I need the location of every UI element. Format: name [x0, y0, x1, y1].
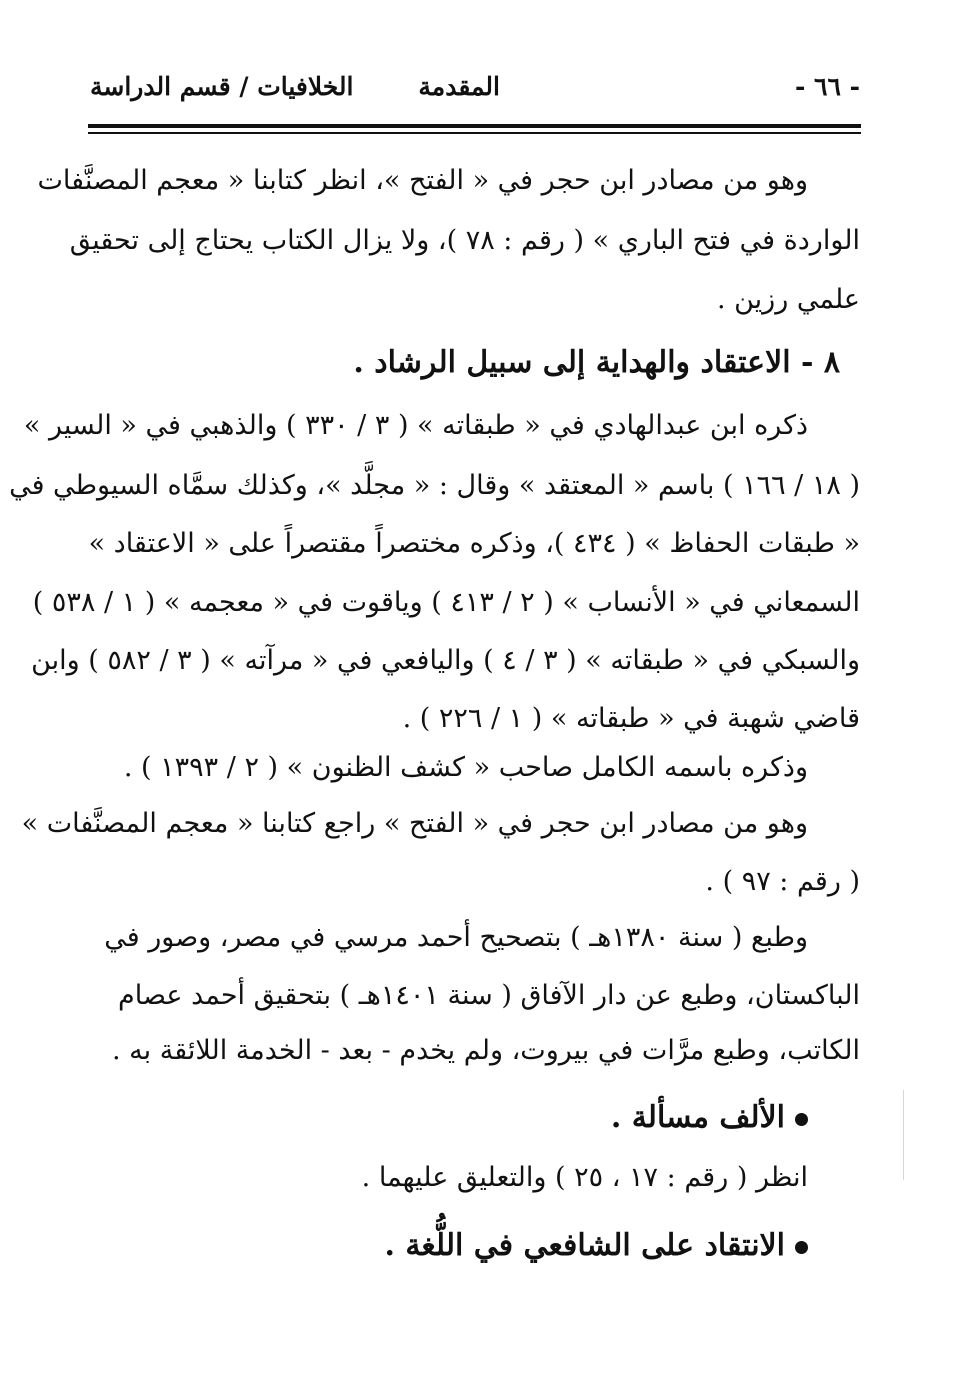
bullet-icon	[795, 1241, 808, 1254]
text-line: الباكستان، وطبع عن دار الآفاق ( سنة ١٤٠١هـ ) بتحقيق أحمد عصام	[118, 980, 860, 1011]
scan-edge-mark	[903, 1090, 904, 1180]
bullet-heading	[384, 1228, 808, 1263]
bullet-text: الانتقاد على الشافعي في اللُّغة .	[384, 1228, 785, 1263]
bullet-icon	[795, 1113, 808, 1126]
bullet-text: الألف مسألة .	[610, 1100, 785, 1135]
text-line: وهو من مصادر ابن حجر في « الفتح » راجع كتابنا « معجم المصنَّفات »	[21, 808, 808, 839]
text-line: « طبقات الحفاظ » ( ٤٣٤ )، وذكره مختصراً مقتصراً على « الاعتقاد »	[88, 528, 860, 559]
header-rule-thin	[88, 132, 861, 134]
book-title: الخلافيات / قسم الدراسة	[90, 72, 354, 101]
text-line: السمعاني في « الأنساب » ( ٢ / ٤١٣ ) وياقوت في « معجمه » ( ١ / ٥٣٨ )	[32, 587, 860, 618]
text-line: قاضي شهبة في « طبقاته » ( ١ / ٢٢٦ ) .	[402, 703, 860, 734]
text-line: الكاتب، وطبع مرَّات في بيروت، ولم يخدم - بعد - الخدمة اللائقة به .	[112, 1035, 860, 1066]
section-title: المقدمة	[418, 72, 500, 101]
text-line: وهو من مصادر ابن حجر في « الفتح »، انظر كتابنا « معجم المصنَّفات	[37, 165, 808, 196]
text-line: ذكره ابن عبدالهادي في « طبقاته » ( ٣ / ٣٣٠ ) والذهبي في « السير »	[23, 410, 808, 441]
entry-heading: ٨ - الاعتقاد والهداية إلى سبيل الرشاد .	[353, 345, 840, 380]
header-rule-thick	[88, 124, 861, 128]
running-header	[90, 72, 860, 112]
text-line: والسبكي في « طبقاته » ( ٣ / ٤ ) واليافعي في « مرآته » ( ٣ / ٥٨٢ ) وابن	[31, 645, 860, 676]
text-line: انظر ( رقم : ١٧ ، ٢٥ ) والتعليق عليهما .	[361, 1162, 808, 1193]
bullet-heading	[611, 1100, 808, 1135]
text-line: الواردة في فتح الباري » ( رقم : ٧٨ )، ولا يزال الكتاب يحتاج إلى تحقيق	[69, 225, 860, 256]
page-number: - ٦٦ -	[794, 72, 860, 101]
text-line: ( رقم : ٩٧ ) .	[705, 866, 860, 897]
text-line: علمي رزين .	[716, 284, 860, 315]
text-line: ( ١٨ / ١٦٦ ) باسم « المعتقد » وقال : « مجلَّد »، وكذلك سمَّاه السيوطي في	[9, 470, 860, 501]
text-line: وطبع ( سنة ١٣٨٠هـ ) بتصحيح أحمد مرسي في مصر، وصور في	[104, 922, 808, 953]
text-line: وذكره باسمه الكامل صاحب « كشف الظنون » ( ٢ / ١٣٩٣ ) .	[123, 752, 808, 783]
